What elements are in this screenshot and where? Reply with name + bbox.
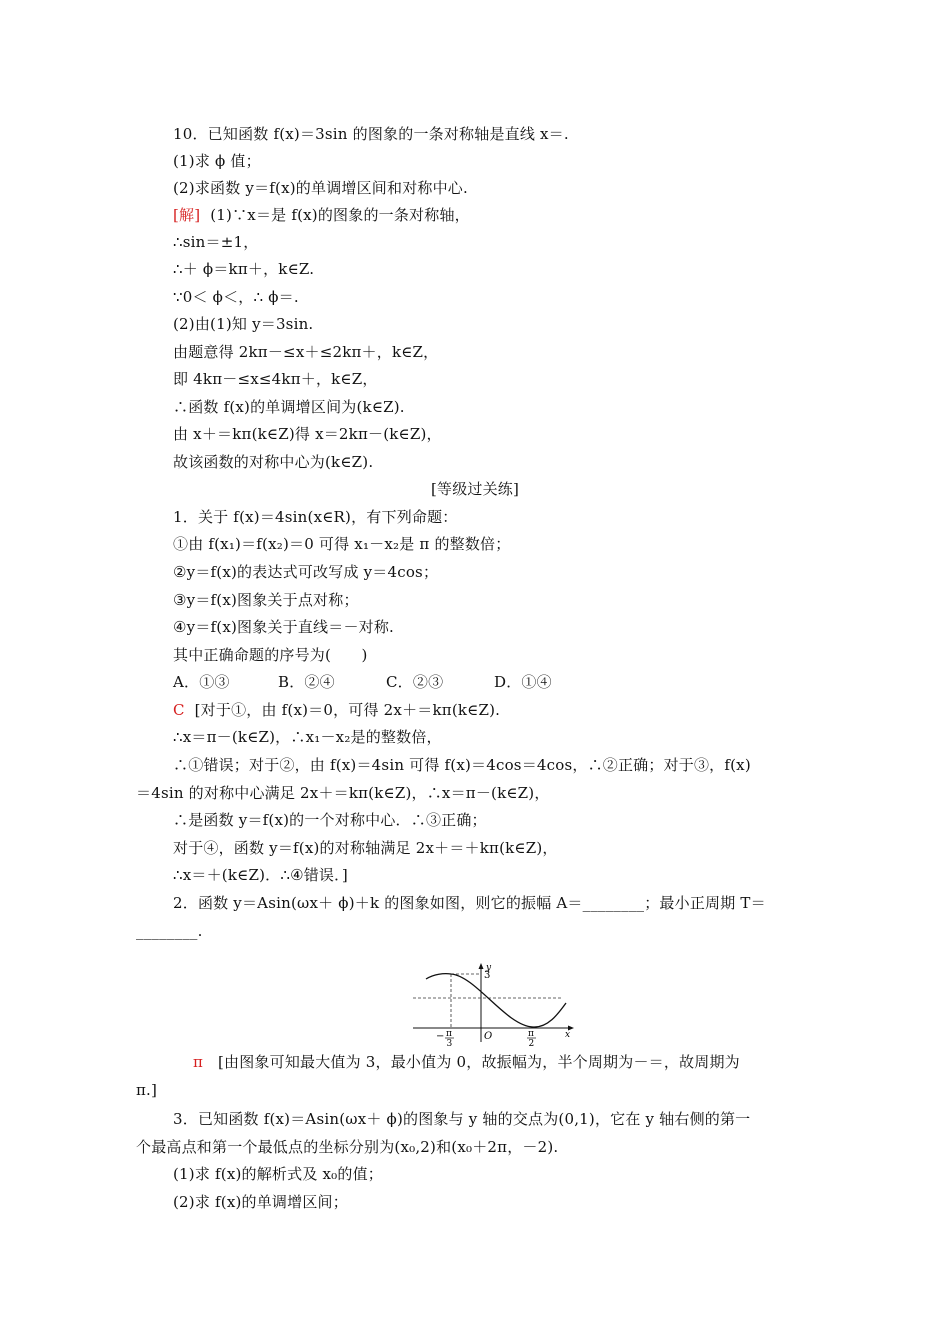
q1-option-a: A．①③ bbox=[173, 673, 230, 691]
q10-solution-line-5: (2)由(1)知 y＝3sin. bbox=[173, 315, 314, 333]
q3-stem-line-1: 3．已知函数 f(x)＝Asin(ωx＋ ϕ)的图象与 y 轴的交点为(0,1)，它在 y 轴右侧的第一 bbox=[173, 1110, 751, 1128]
sine-curve bbox=[426, 974, 566, 1027]
q1-option-b: B．②④ bbox=[278, 673, 335, 691]
q10-solution-line-6: 由题意得 2kπ－≤x＋≤2kπ＋，k∈Z， bbox=[173, 343, 439, 361]
q10-solution-line-2: ∴sin＝±1， bbox=[173, 233, 259, 251]
q3-part2: (2)求 f(x)的单调增区间； bbox=[173, 1193, 348, 1211]
q1-item-2: ②y＝f(x)的表达式可改写成 y＝4cos； bbox=[173, 563, 439, 581]
q3-part1: (1)求 f(x)的解析式及 x₀的值； bbox=[173, 1165, 383, 1183]
solution-tag: [解] bbox=[173, 206, 201, 224]
x-tick-left-sign: − bbox=[436, 1031, 445, 1042]
q10-solution-line-4: ∵0＜ ϕ＜，∴ ϕ＝. bbox=[173, 288, 299, 306]
q1-answer-line-5: ∴是函数 y＝f(x)的一个对称中心．∴③正确； bbox=[173, 811, 487, 829]
q1-stem: 1．关于 f(x)＝4sin(x∈R)，有下列命题： bbox=[173, 508, 458, 526]
q10-solution-line-1 bbox=[173, 205, 470, 225]
q2-answer-text: [由图象可知最大值为 3，最小值为 0，故振幅为，半个周期为－＝，故周期为 bbox=[217, 1053, 740, 1071]
q1-answer-line-4: ＝4sin 的对称中心满足 2x＋＝kπ(k∈Z)，∴x＝π－(k∈Z)， bbox=[136, 784, 550, 802]
q1-answer-line-2: ∴x＝π－(k∈Z)，∴x₁－x₂是的整数倍， bbox=[173, 728, 442, 746]
sine-graph bbox=[408, 962, 578, 1049]
x-tick-left-denominator: 3 bbox=[446, 1039, 453, 1049]
q1-answer-line-7: ∴x＝＋(k∈Z)．∴④错误．] bbox=[173, 866, 348, 884]
x-tick-right-denominator: 2 bbox=[528, 1039, 535, 1049]
y-axis-label: y bbox=[486, 963, 492, 973]
q1-option-d: D．①④ bbox=[494, 673, 552, 691]
q10-solution-line-9: 由 x＋＝kπ(k∈Z)得 x＝2kπ－(k∈Z)， bbox=[173, 425, 442, 443]
q10-solution-line-10: 故该函数的对称中心为(k∈Z). bbox=[173, 453, 374, 471]
q10-part1: (1)求 ϕ 值； bbox=[173, 152, 261, 170]
q2-stem-line-2: ________. bbox=[136, 922, 203, 940]
y-axis-arrow bbox=[479, 963, 484, 969]
q3-stem-line-2: 个最高点和第一个最低点的坐标分别为(x₀,2)和(x₀＋2π，－2). bbox=[136, 1138, 559, 1156]
q10-solution-line-8: ∴函数 f(x)的单调增区间为(k∈Z). bbox=[173, 398, 405, 416]
q10-stem: 10．已知函数 f(x)＝3sin 的图象的一条对称轴是直线 x＝. bbox=[173, 125, 569, 143]
q1-answer-text: [对于①，由 f(x)＝0，可得 2x＋＝kπ(k∈Z). bbox=[194, 701, 501, 719]
x-tick-left-numerator: π bbox=[446, 1029, 452, 1039]
x-axis-label: x bbox=[565, 1030, 571, 1040]
q10-part2: (2)求函数 y＝f(x)的单调增区间和对称中心. bbox=[173, 179, 468, 197]
q1-answer-line-6: 对于④，函数 y＝f(x)的对称轴满足 2x＋＝＋kπ(k∈Z)， bbox=[173, 839, 558, 857]
q1-item-4: ④y＝f(x)图象关于直线＝－对称. bbox=[173, 618, 395, 636]
q10-solution-line-7: 即 4kπ－≤x≤4kπ＋，k∈Z， bbox=[173, 370, 378, 388]
section-title: [等级过关练] bbox=[430, 480, 520, 498]
origin-label: O bbox=[484, 1031, 493, 1042]
q1-item-3: ③y＝f(x)图象关于点对称； bbox=[173, 591, 359, 609]
q1-option-c: C．②③ bbox=[386, 673, 444, 691]
y-tick-3: 3 bbox=[484, 970, 491, 981]
solution-text: (1)∵x＝是 f(x)的图象的一条对称轴， bbox=[210, 206, 470, 224]
q2-answer-line-2: π.] bbox=[136, 1081, 158, 1099]
q2-stem-line-1: 2．函数 y＝Asin(ωx＋ ϕ)＋k 的图象如图，则它的振幅 A＝________；最小正周期 T＝ bbox=[173, 894, 766, 912]
q1-answer-letter: C bbox=[173, 701, 185, 719]
q2-answer-value: π bbox=[193, 1053, 204, 1071]
q2-answer-line-1 bbox=[193, 1052, 740, 1072]
q1-answer-line-1 bbox=[173, 700, 500, 720]
q1-item-1: ①由 f(x₁)＝f(x₂)＝0 可得 x₁－x₂是 π 的整数倍； bbox=[173, 535, 511, 553]
q1-ask: 其中正确命题的序号为( ) bbox=[173, 646, 368, 664]
q1-answer-line-3: ∴①错误；对于②，由 f(x)＝4sin 可得 f(x)＝4cos＝4cos，∴②正确；对于③，f(x) bbox=[173, 756, 751, 774]
x-tick-right-numerator: π bbox=[528, 1029, 534, 1039]
q10-solution-line-3: ∴＋ ϕ＝kπ＋，k∈Z. bbox=[173, 260, 315, 278]
